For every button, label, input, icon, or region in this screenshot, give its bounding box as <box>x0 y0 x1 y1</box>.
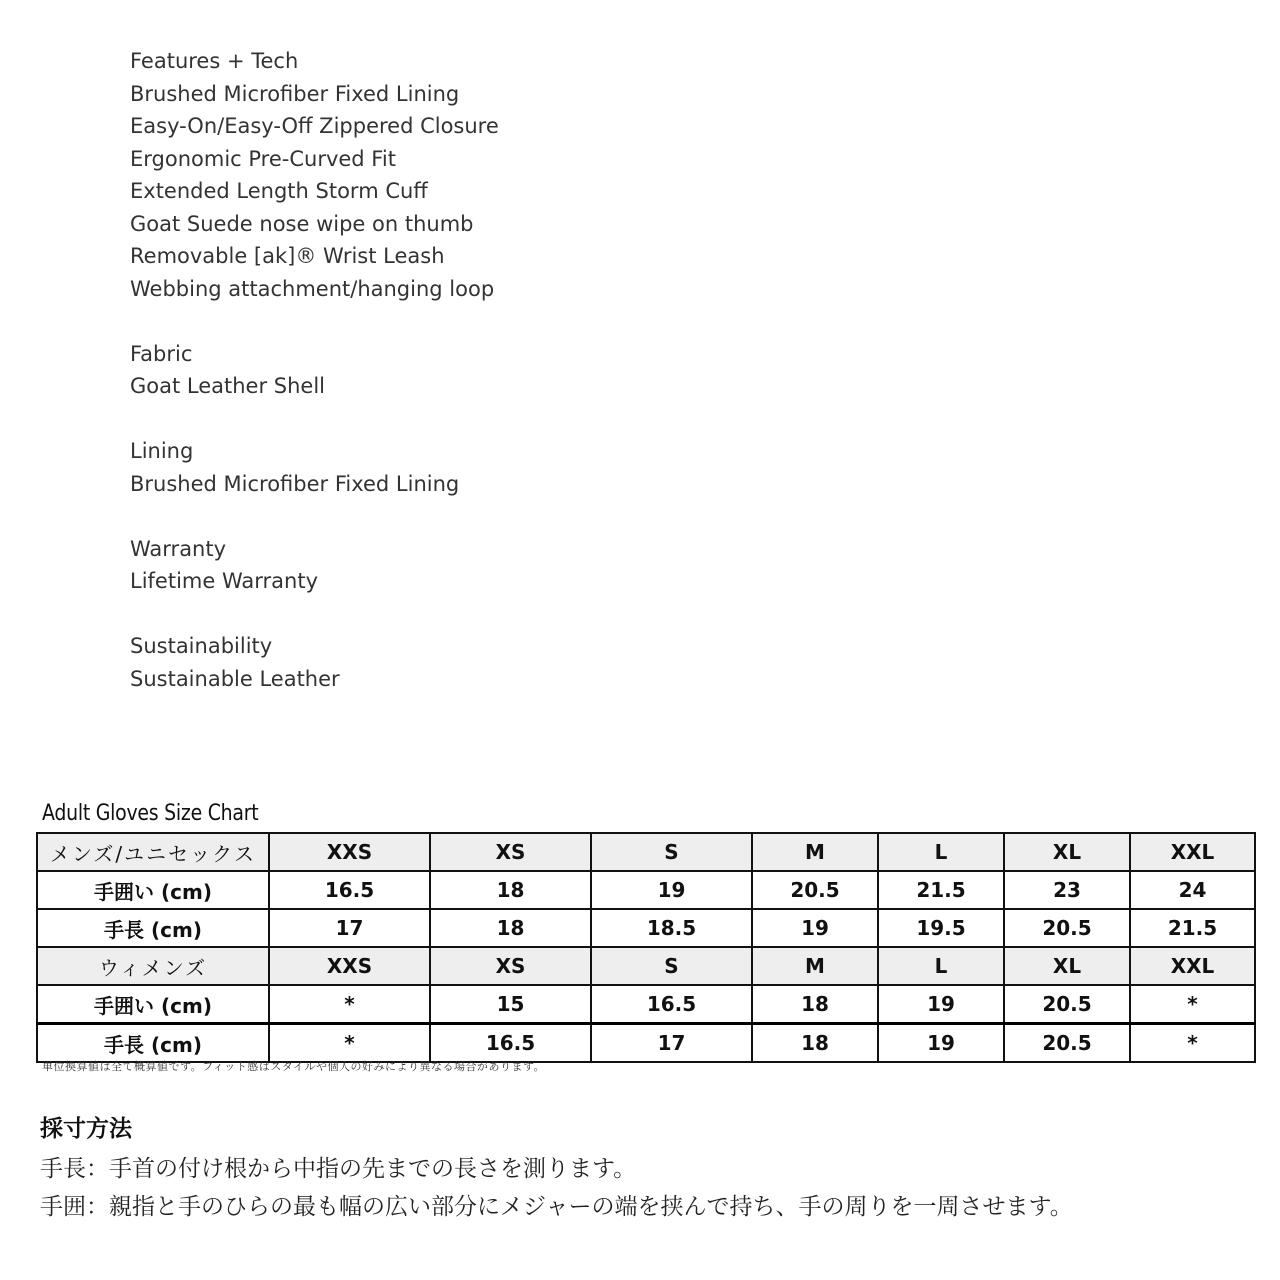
value-cell: 23 <box>1004 871 1130 909</box>
size-cell: M <box>752 833 878 871</box>
value-cell: 21.5 <box>878 871 1004 909</box>
lining-value: Brushed Microfiber Fixed Lining <box>130 471 460 496</box>
size-cell: L <box>878 947 1004 985</box>
sustainability-heading: Sustainability <box>130 634 273 658</box>
value-cell: 15 <box>430 985 591 1024</box>
table-row-mens-sizes <box>37 833 1255 871</box>
spacer <box>130 403 830 436</box>
value-cell: 19 <box>591 871 752 909</box>
spacer <box>130 500 830 533</box>
value-cell: 20.5 <box>1004 1024 1130 1063</box>
value-cell: 18.5 <box>591 909 752 947</box>
features-heading: Features + Tech <box>130 49 299 73</box>
row-label: 手長 (cm) <box>37 1024 269 1063</box>
row-label: 手囲い (cm) <box>37 871 269 909</box>
row-label: 手長 (cm) <box>37 909 269 947</box>
fabric-value: Goat Leather Shell <box>130 374 326 398</box>
value-cell: 20.5 <box>1004 909 1130 947</box>
row-label: メンズ/ユニセックス <box>37 833 269 871</box>
size-cell: XS <box>430 947 591 985</box>
value-cell: * <box>269 985 430 1024</box>
table-row-mens-circumference <box>37 871 1255 909</box>
size-chart-footnote: 単位換算値は全て概算値です。フィット感はスタイルや個人の好みにより異なる場合があります。 <box>42 1060 546 1073</box>
fabric-heading: Fabric <box>130 341 193 366</box>
table-row-womens-circumference <box>37 985 1255 1024</box>
value-cell: 18 <box>752 985 878 1024</box>
table-row-womens-sizes <box>37 947 1255 985</box>
size-cell: XXS <box>269 947 430 985</box>
size-cell: L <box>878 833 1004 871</box>
value-cell: 18 <box>752 1024 878 1063</box>
value-cell: * <box>1130 985 1255 1024</box>
lining-heading: Lining <box>130 439 194 463</box>
measurement-title: 採寸方法 <box>40 1116 132 1142</box>
row-label: 手囲い (cm) <box>37 985 269 1024</box>
measurement-length: 手長：手首の付け根から中指の先までの長さを測ります。 <box>40 1156 637 1182</box>
size-cell: XL <box>1004 947 1130 985</box>
value-cell: 19 <box>752 909 878 947</box>
size-cell: XS <box>430 833 591 871</box>
sustainability-value: Sustainable Leather <box>130 666 340 691</box>
feature-item: Extended Length Storm Cuff <box>130 179 428 203</box>
feature-item: Webbing attachment/hanging loop <box>130 276 495 301</box>
size-cell: S <box>591 833 752 871</box>
size-cell: XXL <box>1130 947 1255 985</box>
feature-item: Removable [ak]® Wrist Leash <box>130 244 445 268</box>
product-specs <box>130 45 830 695</box>
spacer <box>130 598 830 631</box>
value-cell: 16.5 <box>269 871 430 909</box>
size-cell: XL <box>1004 833 1130 871</box>
size-chart-table <box>36 832 1256 1063</box>
value-cell: 18 <box>430 909 591 947</box>
warranty-heading: Warranty <box>130 536 227 561</box>
value-cell: 21.5 <box>1130 909 1255 947</box>
spacer <box>130 305 830 338</box>
row-label: ウィメンズ <box>37 947 269 985</box>
value-cell: 17 <box>269 909 430 947</box>
value-cell: 20.5 <box>752 871 878 909</box>
size-cell: XXS <box>269 833 430 871</box>
feature-item: Brushed Microfiber Fixed Lining <box>130 81 460 106</box>
feature-item: Easy-On/Easy-Off Zippered Closure <box>130 114 499 138</box>
size-cell: XXL <box>1130 833 1255 871</box>
value-cell: 16.5 <box>430 1024 591 1063</box>
value-cell: 18 <box>430 871 591 909</box>
value-cell: 19 <box>878 985 1004 1024</box>
size-cell: M <box>752 947 878 985</box>
value-cell: * <box>1130 1024 1255 1063</box>
warranty-value: Lifetime Warranty <box>130 569 318 593</box>
value-cell: * <box>269 1024 430 1063</box>
size-cell: S <box>591 947 752 985</box>
table-row-mens-length <box>37 909 1255 947</box>
table-row-womens-length <box>37 1024 1255 1063</box>
value-cell: 17 <box>591 1024 752 1063</box>
feature-item: Ergonomic Pre-Curved Fit <box>130 146 396 171</box>
feature-item: Goat Suede nose wipe on thumb <box>130 211 474 236</box>
value-cell: 20.5 <box>1004 985 1130 1024</box>
measurement-circumference: 手囲：親指と手のひらの最も幅の広い部分にメジャーの端を挟んで持ち、手の周りを一周させます。 <box>40 1194 1073 1220</box>
value-cell: 19 <box>878 1024 1004 1063</box>
value-cell: 16.5 <box>591 985 752 1024</box>
value-cell: 24 <box>1130 871 1255 909</box>
value-cell: 19.5 <box>878 909 1004 947</box>
size-chart-title: Adult Gloves Size Chart <box>42 801 259 826</box>
